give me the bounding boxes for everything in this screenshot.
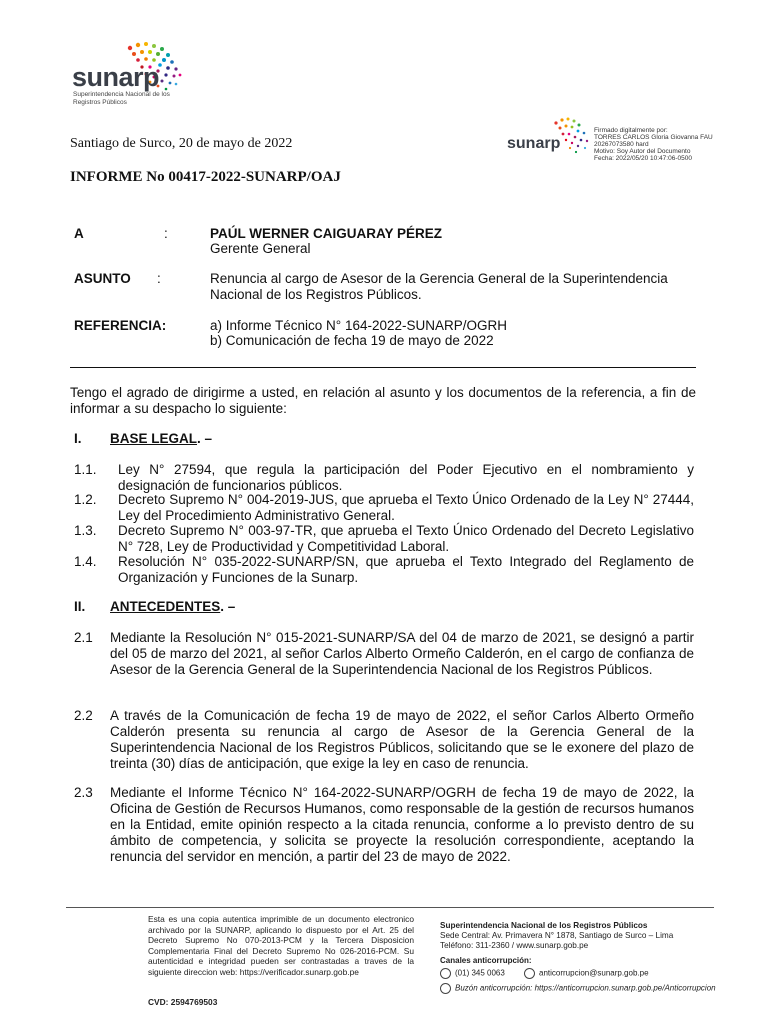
antecedente-item: Mediante la Resolución N° 015-2021-SUNARP/SA del 04 de marzo de 2021, se designó a partir del 05 de marzo del 2021, al señor Carlos Alberto Ormeño Calderón, en el cargo de confianza de Asesor de la Gerencia General de la Superintendencia Nacional de los Registros Públicos. bbox=[110, 630, 694, 677]
digital-signature-text bbox=[594, 127, 724, 162]
base-legal-number: 1.4. bbox=[74, 554, 97, 569]
to-colon: : bbox=[164, 226, 168, 241]
document-title: INFORME No 00417-2022-SUNARP/OAJ bbox=[70, 169, 341, 185]
channel-email-text: anticorrupcion@sunarp.gob.pe bbox=[539, 968, 649, 978]
to-label: A bbox=[74, 226, 84, 241]
phone-icon bbox=[440, 968, 451, 979]
antecedente-number: 2.2 bbox=[74, 708, 93, 723]
section-2-number: II. bbox=[74, 599, 86, 614]
signature-line: 20267073580 hard bbox=[594, 141, 649, 148]
footer-channels-label: Canales anticorrupción: bbox=[440, 956, 532, 965]
subject-colon: : bbox=[157, 271, 161, 286]
footer-phone: Teléfono: 311-2360 / www.sunarp.gob.pe bbox=[440, 941, 589, 950]
section-2-heading bbox=[110, 599, 235, 614]
channel-mailbox-text: Buzón anticorrupción: https://anticorrupcion.sunarp.gob.pe/Anticorrupcion bbox=[455, 983, 716, 993]
mailbox-icon bbox=[440, 983, 451, 994]
base-legal-item: Decreto Supremo N° 004-2019-JUS, que aprueba el Texto Único Ordenado de la Ley N° 27444, Ley del Procedimiento Administrativo General. bbox=[118, 492, 694, 523]
signature-line: Fecha: 2022/05/20 10:47:06-0500 bbox=[594, 155, 692, 162]
reference-label: REFERENCIA: bbox=[74, 318, 167, 333]
logo-subtitle: Superintendencia Nacional de los Registros Públicos bbox=[73, 91, 170, 106]
section-2-title: ANTECEDENTES bbox=[110, 599, 221, 614]
footer-contact-block bbox=[440, 921, 730, 951]
section-2-suffix: . – bbox=[220, 599, 236, 614]
antecedente-number: 2.3 bbox=[74, 785, 93, 800]
subject-label: ASUNTO bbox=[74, 271, 131, 286]
signature-line: TORRES CARLOS Gloria Giovanna FAU bbox=[594, 134, 713, 141]
intro-paragraph: Tengo el agrado de dirigirme a usted, en relación al asunto y los documentos de la referencia, a fin de informar a su despacho lo siguiente: bbox=[70, 385, 696, 416]
section-1-title: BASE LEGAL bbox=[110, 431, 198, 446]
base-legal-number: 1.3. bbox=[74, 523, 97, 538]
reference-a: a) Informe Técnico N° 164-2022-SUNARP/OGRH bbox=[210, 318, 508, 333]
footer-channel-phone bbox=[440, 968, 505, 979]
section-1-number: I. bbox=[74, 431, 82, 446]
footer-divider bbox=[66, 907, 714, 908]
base-legal-item: Resolución N° 035-2022-SUNARP/SN, que aprueba el Texto Integrado del Reglamento de Organización y Funciones de la Sunarp. bbox=[118, 554, 694, 585]
channel-phone-text: (01) 345 0063 bbox=[455, 968, 505, 978]
place-date: Santiago de Surco, 20 de mayo de 2022 bbox=[70, 136, 293, 151]
base-legal-item: Decreto Supremo N° 003-97-TR, que aprueba el Texto Único Ordenado del Decreto Legislativo N° 728, Ley de Productividad y Competitividad Laboral. bbox=[118, 523, 694, 554]
antecedente-item: Mediante el Informe Técnico N° 164-2022-SUNARP/OGRH de fecha 19 de mayo de 2022, la Oficina de Gestión de Recursos Humanos, como responsable de la gestión de recursos humanos en la Entidad, emite opinión respecto a la citada renuncia, conforme a lo previsto dentro de su ámbito de competencia, y solicita se proyecte la resolución correspondiente, aceptando la renuncia del servidor en mención, a partir del 23 de mayo de 2022. bbox=[110, 785, 694, 864]
footer-copy-notice: Esta es una copia autentica imprimible de un documento electronico archivado por la SUNARP, aplicando lo dispuesto por el Art. 25 del Decreto Supremo No 070-2013-PCM y la Tercera Disposicion Complementaria Final del Decreto Supremo No 026-2016-PCM. Su autenticidad e integridad pueden ser contrastadas a traves de la siguiente direccion web: https://verificador.sunarp.gob.pe bbox=[148, 914, 414, 977]
email-icon bbox=[524, 968, 535, 979]
antecedente-item: A través de la Comunicación de fecha 19 de mayo de 2022, el señor Carlos Alberto Ormeño Calderón presenta su renuncia al cargo de Asesor de la Gerencia General de la Superintendencia Nacional de los Registros Públicos, solicitando que se le exonere del plazo de treinta (30) días de anticipación, que exige la ley en caso de renuncia. bbox=[110, 708, 694, 771]
recipient-name: PAÚL WERNER CAIGUARAY PÉREZ bbox=[210, 226, 443, 241]
signature-line: Firmado digitalmente por: bbox=[594, 127, 668, 134]
antecedente-number: 2.1 bbox=[74, 630, 93, 645]
footer-address: Sede Central: Av. Primavera N° 1878, Santiago de Surco – Lima bbox=[440, 931, 674, 940]
signature-wordmark: sunarp bbox=[507, 135, 561, 152]
logo-wordmark: sunarp bbox=[72, 62, 160, 92]
signature-line: Motivo: Soy Autor del Documento bbox=[594, 148, 691, 155]
reference-b: b) Comunicación de fecha 19 de mayo de 2022 bbox=[210, 333, 494, 348]
footer-channel-mailbox bbox=[440, 983, 716, 994]
base-legal-number: 1.2. bbox=[74, 492, 97, 507]
section-1-suffix: . – bbox=[197, 431, 213, 446]
header-divider bbox=[70, 367, 696, 368]
footer-cvd: CVD: 2594769503 bbox=[148, 997, 218, 1007]
footer-channel-email bbox=[524, 968, 649, 979]
section-1-heading bbox=[110, 431, 212, 446]
footer-org: Superintendencia Nacional de los Registros Públicos bbox=[440, 921, 648, 930]
subject-text: Renuncia al cargo de Asesor de la Gerencia General de la Superintendencia Nacional de los Registros Públicos. bbox=[210, 271, 668, 302]
base-legal-number: 1.1. bbox=[74, 462, 97, 477]
base-legal-item: Ley N° 27594, que regula la participación del Poder Ejecutivo en el nombramiento y designación de funcionarios públicos. bbox=[118, 462, 694, 493]
recipient-role: Gerente General bbox=[210, 241, 311, 256]
